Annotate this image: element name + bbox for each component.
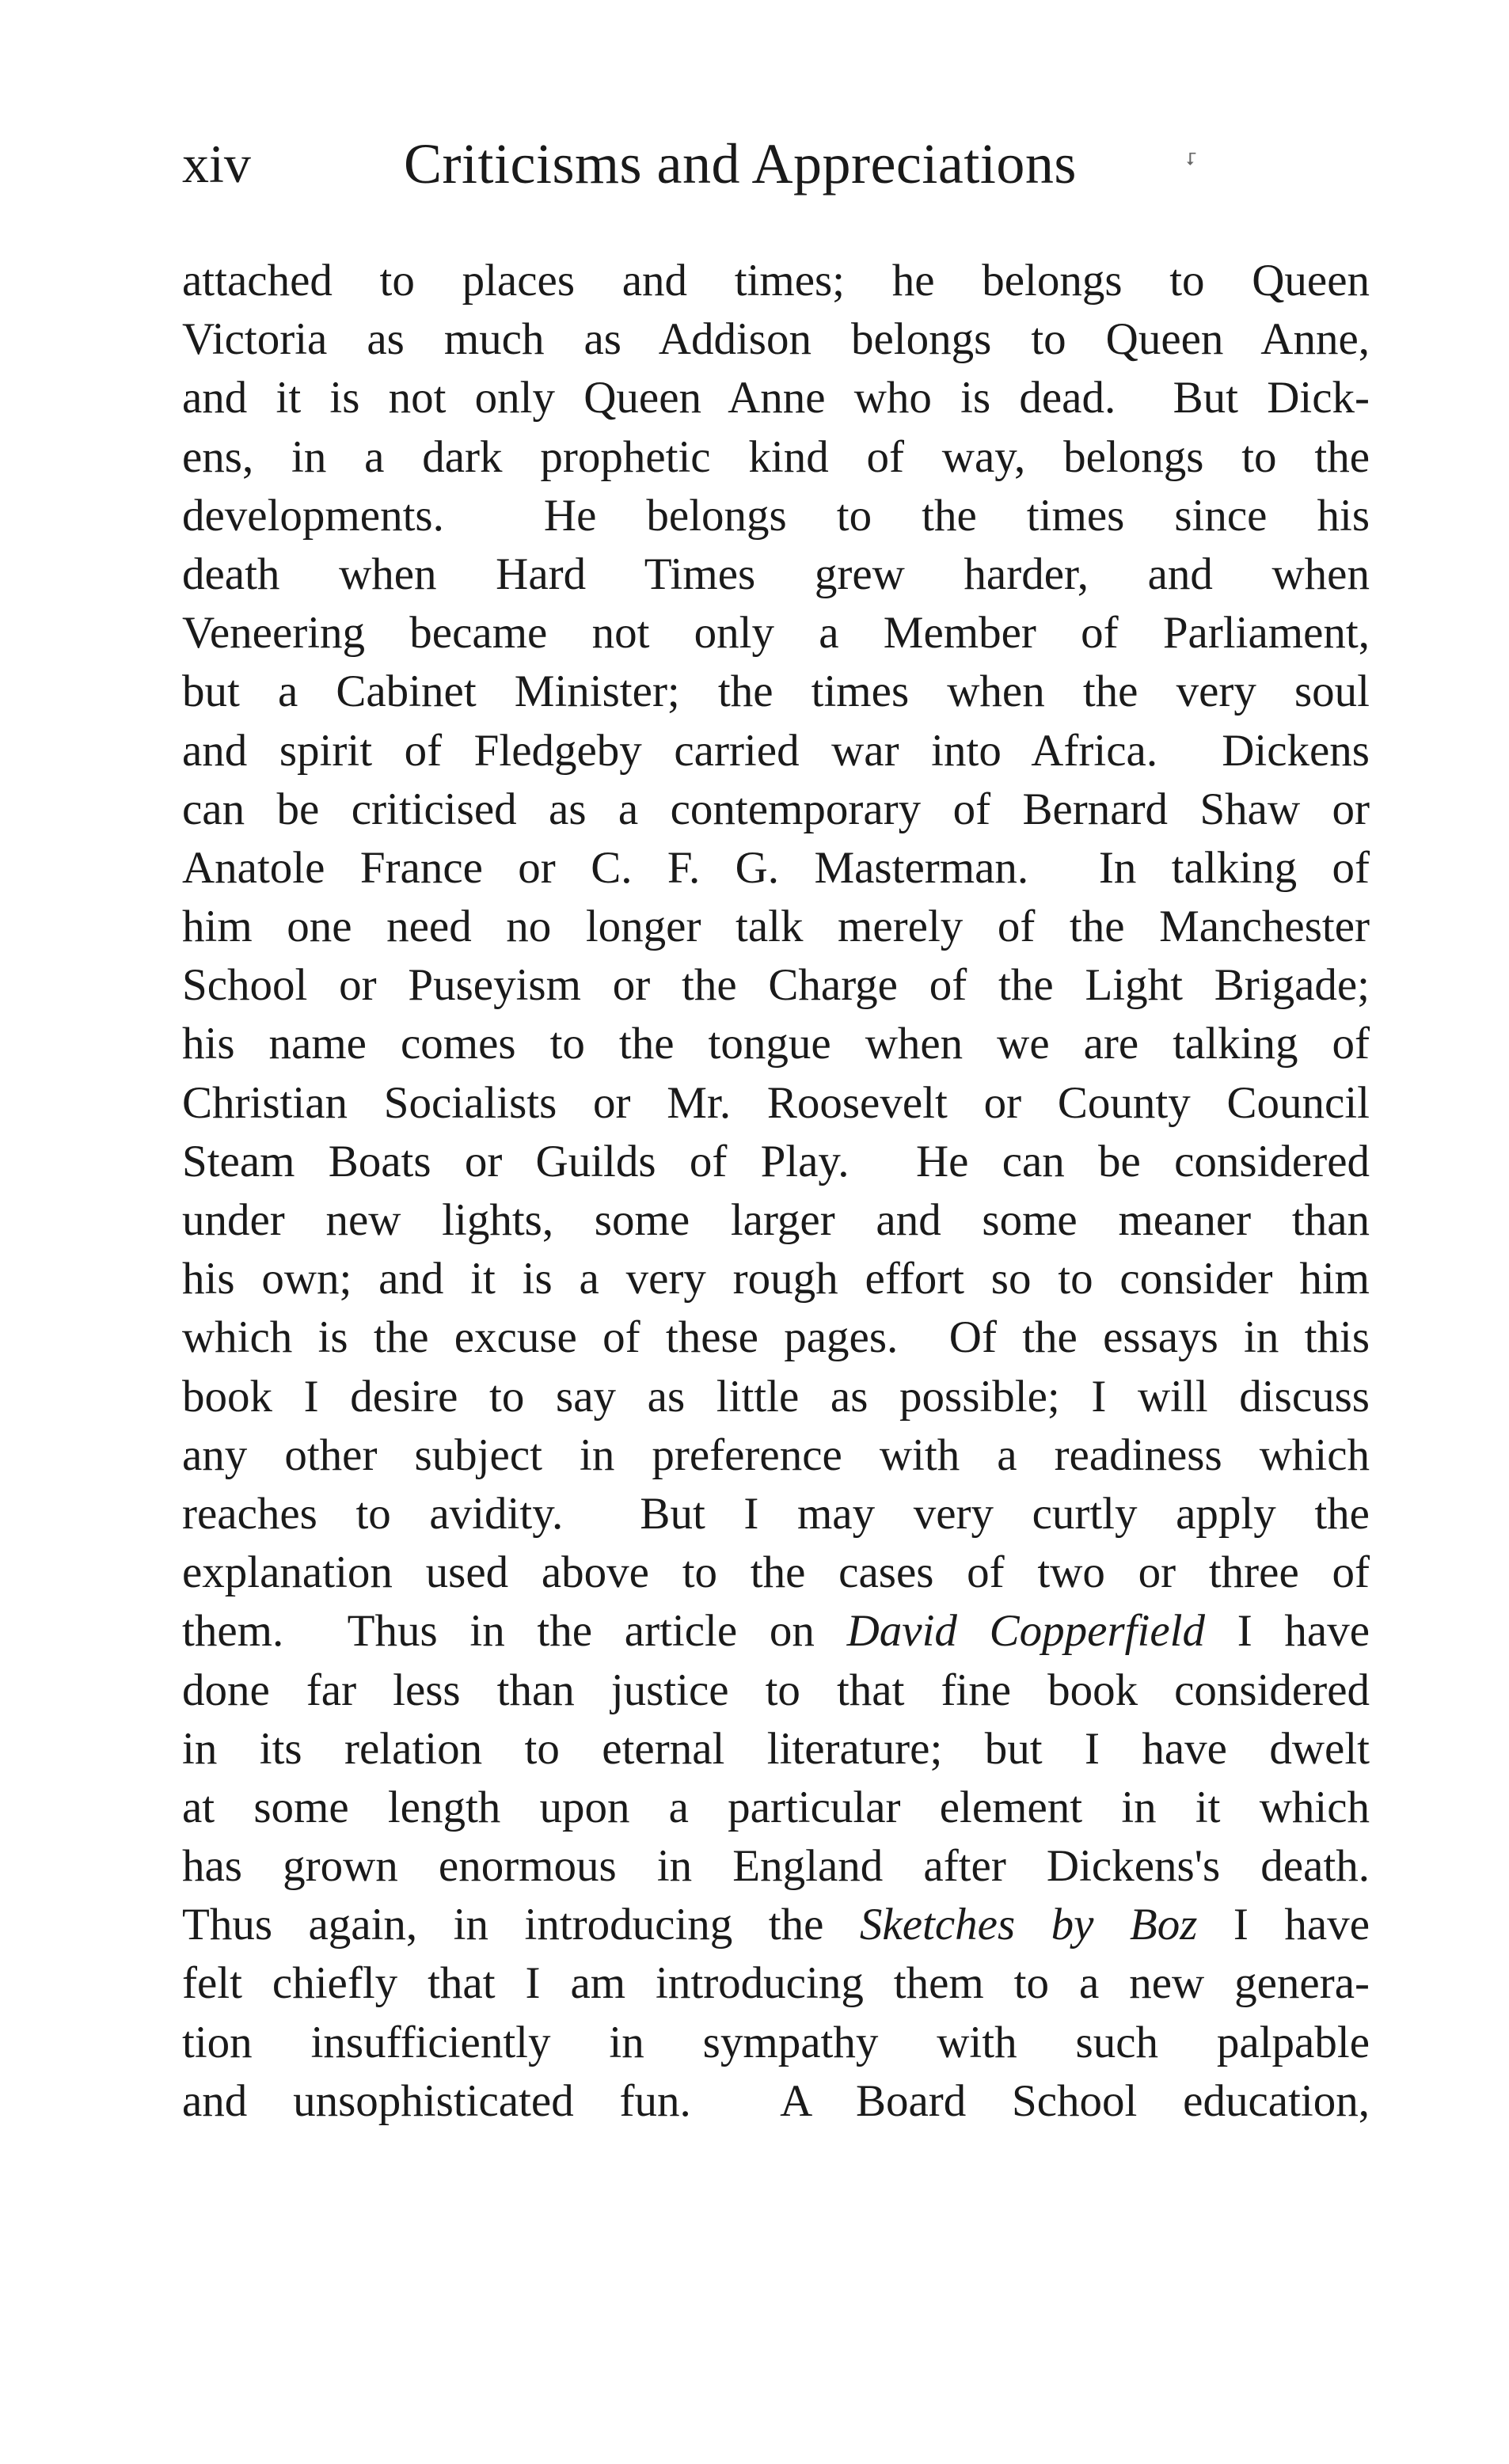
text-line — [182, 898, 1370, 956]
text-line — [182, 1661, 1370, 1720]
text-line — [182, 2014, 1370, 2072]
text-segment: book I desire to say as little as possible; I will discuss — [182, 1371, 1370, 1422]
text-line — [182, 604, 1370, 663]
text-segment: reaches to avidity. But I may very curtly apply the — [182, 1488, 1370, 1539]
text-segment: School or Puseyism or the Charge of the Light Brigade; — [182, 960, 1370, 1011]
text-segment: I have — [1204, 1606, 1370, 1657]
text-line — [182, 780, 1370, 839]
text-line — [182, 1543, 1370, 1602]
text-segment: has grown enormous in England after Dickens's death. — [182, 1841, 1370, 1892]
text-segment: can be criticised as a contemporary of Bernard Shaw or — [182, 784, 1370, 834]
running-head — [182, 128, 1370, 199]
text-segment: and unsophisticated fun. A Board School education, — [182, 2075, 1370, 2126]
text-segment: I have — [1197, 1900, 1370, 1950]
text-segment: and it is not only Queen Anne who is dead. But Dick- — [182, 373, 1370, 423]
book-page — [182, 0, 1370, 2464]
text-segment: at some length upon a particular element in it which — [182, 1782, 1370, 1832]
text-segment: which is the excuse of these pages. Of the essays in this — [182, 1312, 1370, 1363]
text-line — [182, 369, 1370, 427]
text-line — [182, 2072, 1370, 2131]
text-segment: his own; and it is a very rough effort so to consider him — [182, 1254, 1370, 1304]
text-segment: death when Hard Times grew harder, and when — [182, 549, 1370, 599]
text-segment: and spirit of Fledgeby carried war into Africa. Dickens — [182, 725, 1370, 776]
text-segment: done far less than justice to that fine book considered — [182, 1665, 1370, 1715]
text-segment: Anatole France or C. F. G. Masterman. In talking of — [182, 842, 1370, 893]
text-segment: developments. He belongs to the times since his — [182, 490, 1370, 541]
text-line — [182, 1779, 1370, 1837]
text-line — [182, 252, 1370, 310]
book-title-italic: David Copperfield — [846, 1606, 1205, 1657]
text-line — [182, 428, 1370, 487]
text-line — [182, 1250, 1370, 1308]
page-number: xiv — [182, 134, 251, 194]
text-line — [182, 1837, 1370, 1896]
book-title-italic: Sketches by Boz — [859, 1900, 1198, 1950]
text-segment: Steam Boats or Guilds of Play. He can be considered — [182, 1136, 1370, 1186]
text-line — [182, 310, 1370, 369]
text-line — [182, 1896, 1370, 1954]
text-line — [182, 1485, 1370, 1543]
body-text — [182, 252, 1370, 2131]
text-line — [182, 487, 1370, 545]
print-speck-mark: ⮦ — [1186, 149, 1196, 169]
text-segment: ens, in a dark prophetic kind of way, belongs to the — [182, 431, 1370, 482]
text-line — [182, 1015, 1370, 1073]
text-segment: him one need no longer talk merely of the Manchester — [182, 902, 1370, 952]
text-segment: Victoria as much as Addison belongs to Queen Anne, — [182, 314, 1370, 365]
text-segment: Thus again, in introducing the — [182, 1900, 860, 1950]
text-line — [182, 1191, 1370, 1250]
text-segment: in its relation to eternal literature; but I have dwelt — [182, 1723, 1370, 1774]
text-line — [182, 1954, 1370, 2013]
text-line — [182, 956, 1370, 1015]
text-segment: tion insufficiently in sympathy with such palpable — [182, 2017, 1370, 2067]
text-segment: under new lights, some larger and some meaner than — [182, 1195, 1370, 1245]
text-segment: but a Cabinet Minister; the times when the very soul — [182, 666, 1370, 717]
text-segment: Veneering became not only a Member of Parliament, — [182, 608, 1370, 659]
text-segment: attached to places and times; he belongs to Queen — [182, 256, 1370, 306]
text-segment: his name comes to the tongue when we are talking of — [182, 1019, 1370, 1069]
text-line — [182, 1308, 1370, 1367]
text-line — [182, 1368, 1370, 1426]
text-line — [182, 1074, 1370, 1133]
running-title: Criticisms and Appreciations — [404, 132, 1077, 196]
text-line — [182, 839, 1370, 898]
text-segment: felt chiefly that I am introducing them to a new genera- — [182, 1958, 1370, 2009]
text-segment: them. Thus in the article on — [182, 1606, 847, 1657]
text-line — [182, 1133, 1370, 1191]
text-line — [182, 1426, 1370, 1485]
text-segment: any other subject in preference with a readiness which — [182, 1429, 1370, 1480]
text-segment: Christian Socialists or Mr. Roosevelt or County Council — [182, 1077, 1370, 1128]
text-line — [182, 1720, 1370, 1779]
text-line — [182, 663, 1370, 721]
text-line — [182, 545, 1370, 604]
text-line — [182, 1602, 1370, 1661]
text-line — [182, 722, 1370, 780]
text-segment: explanation used above to the cases of two or three of — [182, 1547, 1370, 1598]
